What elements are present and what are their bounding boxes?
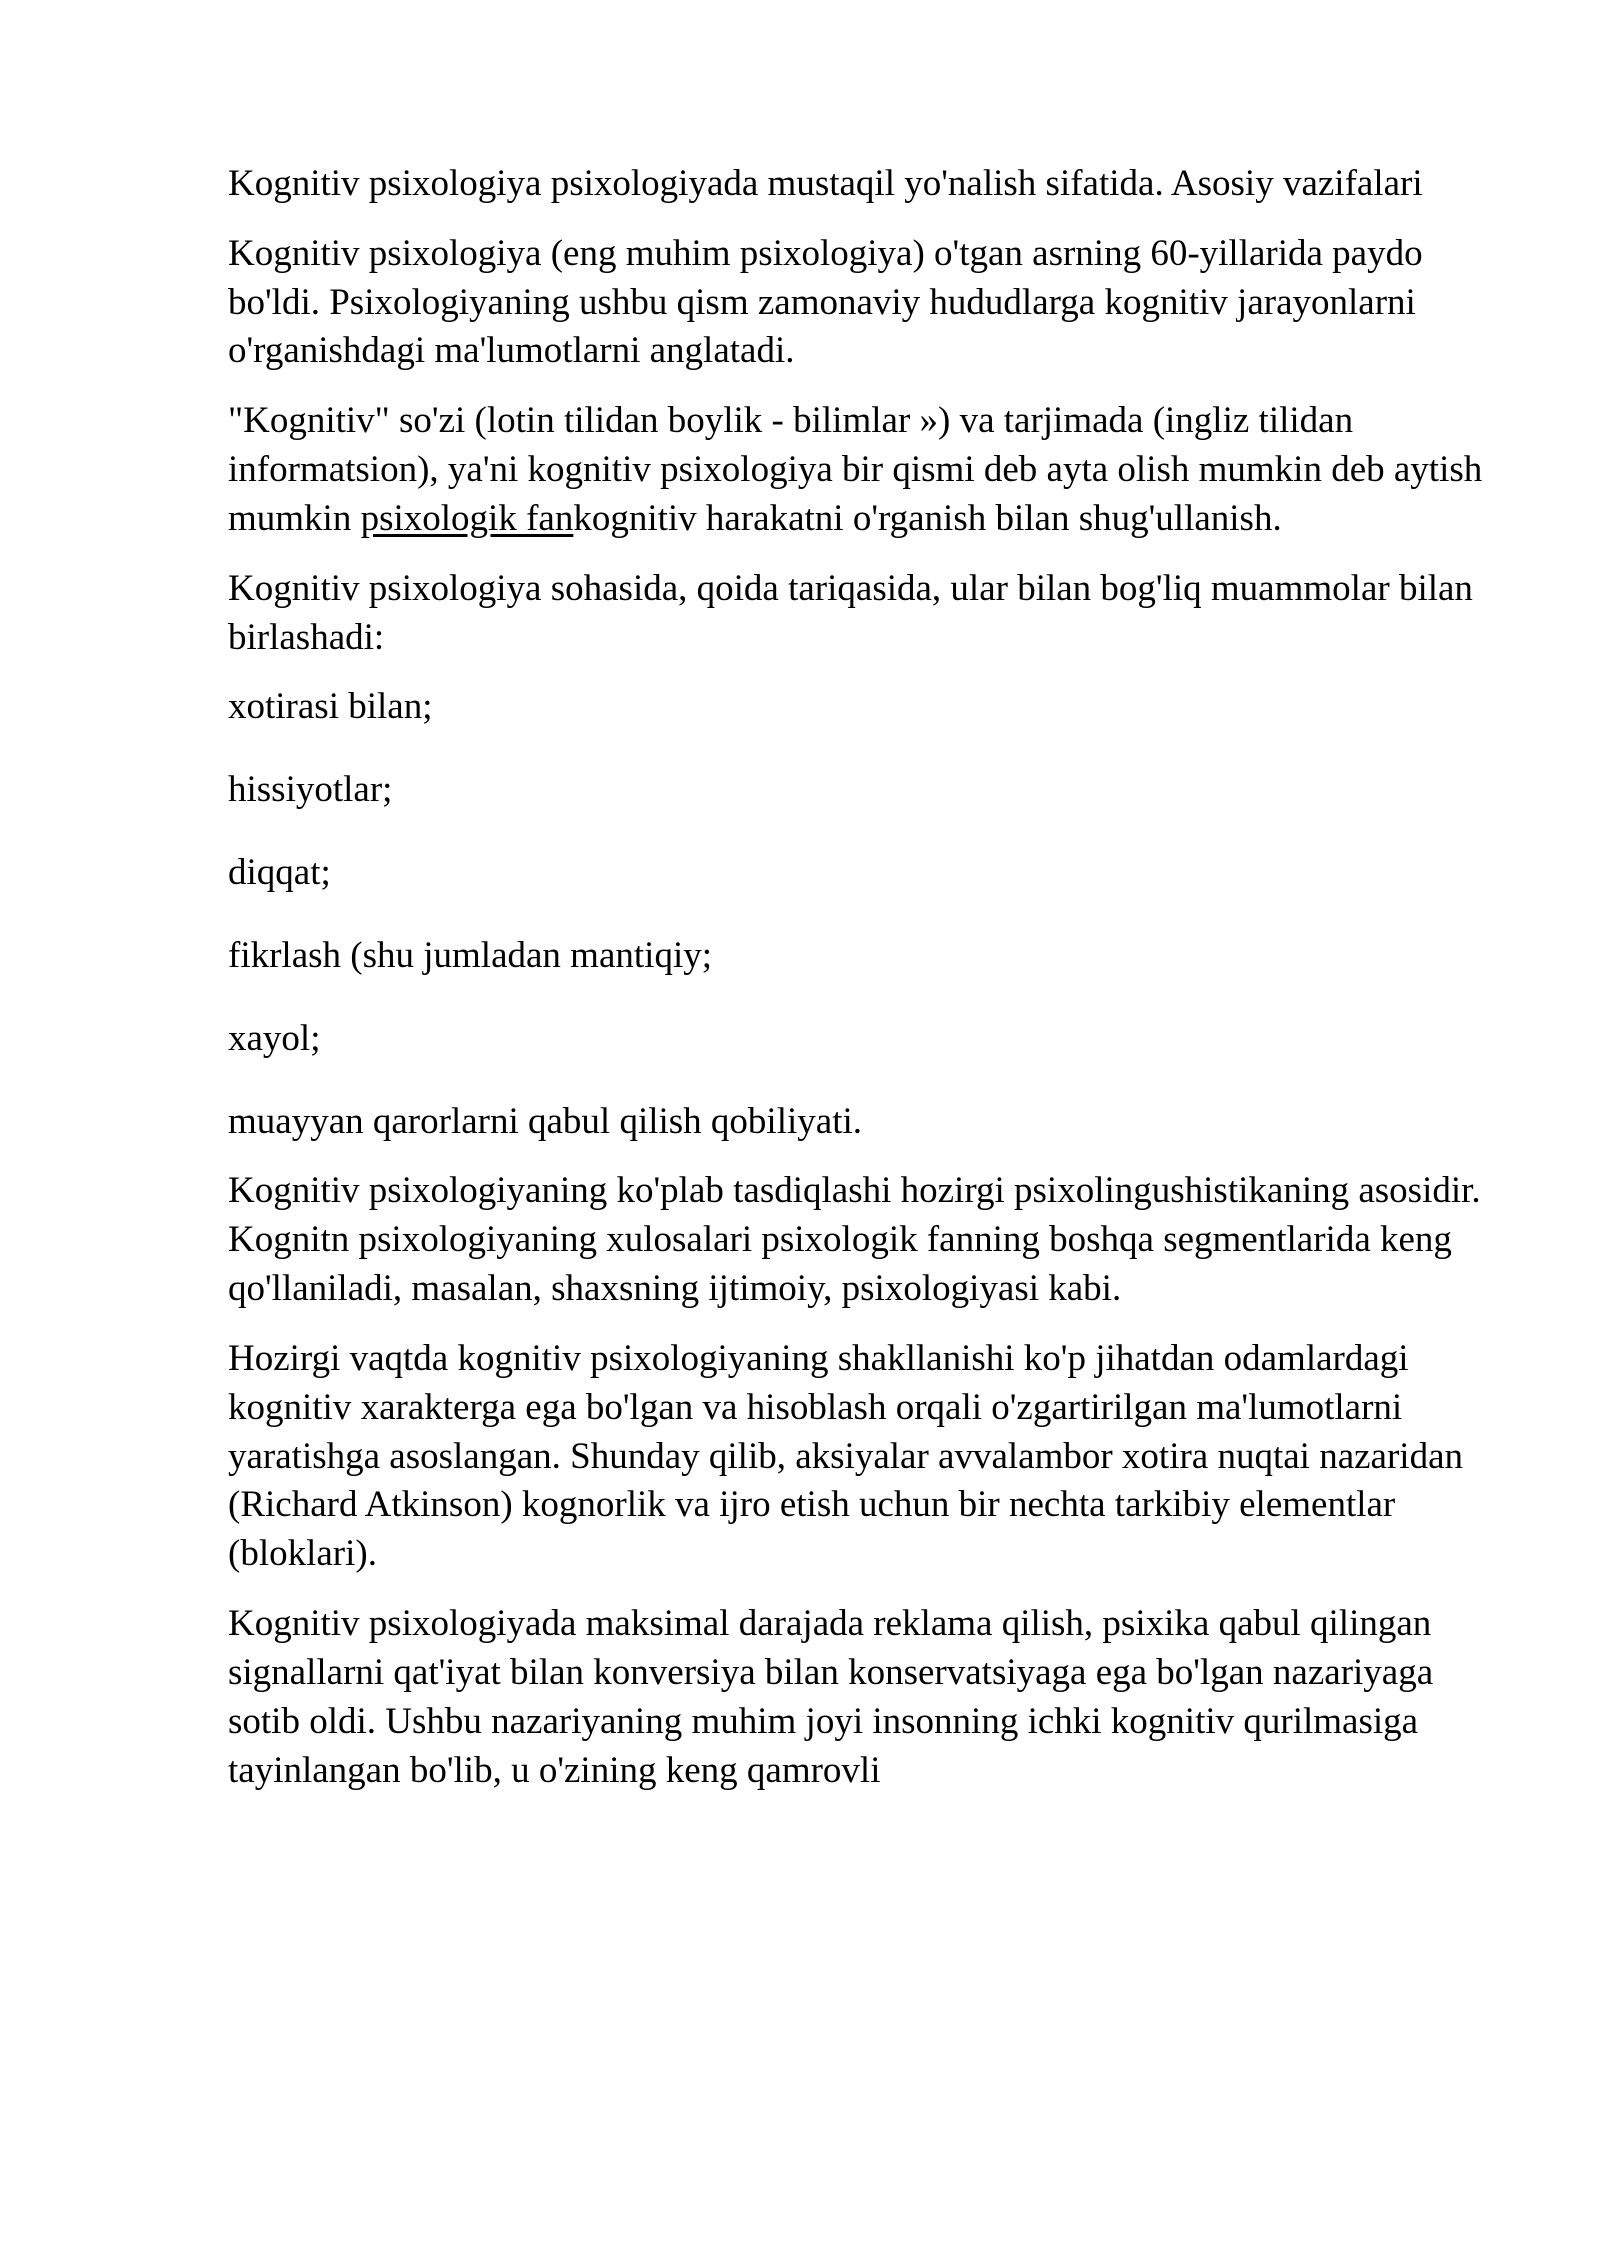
list-item: xayol; [228, 1017, 321, 1059]
paragraph-psycholinguistics: Kognitiv psixologiyaning ko'plab tasdiqlashi hozirgi psixolingushistikaning asosidir. Kognitn psixologiyaning xulosalari psixologik fanning boshqa segmentlarida keng qo'llaniladi, masalan, shaxsning ijtimoiy, psixologiyasi kabi. [228, 1170, 1481, 1310]
list-item: hissiyotlar; [228, 769, 393, 811]
document-title-paragraph: Kognitiv psixologiya psixologiyada mustaqil yo'nalish sifatida. Asosiy vazifalari [228, 163, 1423, 204]
paragraph-origin: Kognitiv psixologiya (eng muhim psixologiya) o'tgan asrning 60-yillarida paydo bo'ldi. Psixologiyaning ushbu qism zamonaviy hududlarga kognitiv jarayonlarni o'rganishdagi ma'lumotlarni anglatadi. [228, 232, 1423, 372]
definition-text-after: kognitiv harakatni o'rganish bilan shug'ullanish. [573, 497, 1282, 539]
list-item: fikrlash (shu jumladan mantiqiy; [228, 934, 712, 976]
paragraph-scope-intro: Kognitiv psixologiya sohasida, qoida tariqasida, ular bilan bog'liq muammolar bilan birlashadi: [228, 567, 1473, 658]
list-item: xotirasi bilan; [228, 686, 433, 728]
list-item: muayyan qarorlarni qabul qilish qobiliyati. [228, 1100, 863, 1142]
paragraph-theory: Kognitiv psixologiyada maksimal darajada reklama qilish, psixika qabul qilingan signallarni qat'iyat bilan konversiya bilan konservatsiyaga ega bo'lgan nazariyaga sotib oldi. Ushbu nazariyaning muhim joyi insonning ichki kognitiv qurilmasiga tayinlangan bo'lib, u o'zining keng qamrovli [228, 1603, 1434, 1791]
definition-text-before: "Kognitiv" so'zi (lotin tilidan boylik - bilimlar ») va tarjimada (ingliz tilidan informatsion), ya'ni kognitiv psixologiya bir qismi deb ayta olish mumkin deb aytish mumkin [228, 400, 1483, 539]
paragraph-definition [228, 397, 1490, 543]
list-item: diqqat; [228, 852, 331, 894]
document-body [228, 160, 1490, 1816]
paragraph-atkinson: Hozirgi vaqtda kognitiv psixologiyaning shakllanishi ko'p jihatdan odamlardagi kognitiv xarakterga ega bo'lgan va hisoblash orqali o'zgartirilgan ma'lumotlarni yaratishga asoslangan. Shunday qilib, aksiyalar avvalambor xotira nuqtai nazaridan (Richard Atkinson) kognorlik va ijro etish uchun bir nechta tarkibiy elementlar (bloklari). [228, 1337, 1464, 1575]
psixologik-fan-underlined-term: psixologik fan [360, 497, 574, 539]
